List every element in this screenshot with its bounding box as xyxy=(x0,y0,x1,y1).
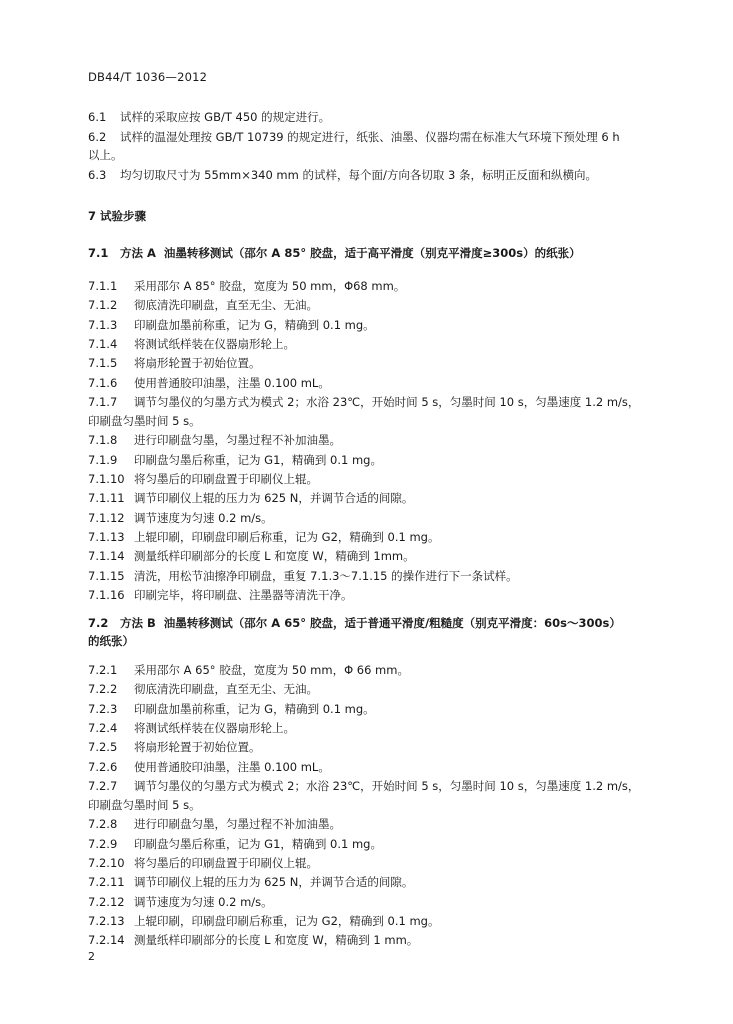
subsection-7-1-heading: 7.1 方法 A 油墨转移测试（邵尔 A 85° 胶盘，适于高平滑度（别克平滑度≥300s）的纸张） xyxy=(88,246,581,260)
clause-7-1-9 xyxy=(88,453,382,467)
clause-7-2-2 xyxy=(88,682,318,696)
clause-text: 进行印刷盘匀墨，匀墨过程不补加油墨。 xyxy=(134,817,341,832)
subsection-7-2-heading-continuation: 的纸张） xyxy=(88,634,134,648)
clause-number: 7.1.6 xyxy=(88,375,118,390)
clause-number: 7.2.3 xyxy=(88,701,118,716)
subsection-7-2-heading: 7.2 方法 B 油墨转移测试（邵尔 A 65° 胶盘，适于普通平滑度/粗糙度（别克平滑度：60s～300s） xyxy=(88,616,621,630)
clause-text: 测量纸样印刷部分的长度 L 和宽度 W，精确到 1 mm。 xyxy=(134,933,419,948)
clause-number: 7.2.4 xyxy=(88,720,118,735)
clause-text: 调节匀墨仪的匀墨方式为模式 2；水浴 23℃，开始时间 5 s，匀墨时间 10 s，匀墨速度 1.2 m/s， xyxy=(134,394,640,409)
clause-number: 7.1.3 xyxy=(88,317,118,332)
clause-number: 7.1.16 xyxy=(88,587,125,602)
clause-text: 采用邵尔 A 85° 胶盘，宽度为 50 mm，Φ68 mm。 xyxy=(134,279,406,293)
clause-text: 将扇形轮置于初始位置。 xyxy=(134,740,261,755)
clause-6-3: 6.3 均匀切取尺寸为 55mm×340 mm 的试样，每个面/方向各切取 3 条，标明正反面和纵横向。 xyxy=(88,168,597,182)
clause-number: 7.2.9 xyxy=(88,836,118,851)
clause-text: 上辊印刷，印刷盘印刷后称重，记为 G2，精确到 0.1 mg。 xyxy=(134,913,440,928)
clause-7-1-7-continuation: 印刷盘匀墨时间 5 s。 xyxy=(88,414,201,429)
clause-7-2-7-continuation: 印刷盘匀墨时间 5 s。 xyxy=(88,798,201,813)
document-header-id: DB44/T 1036—2012 xyxy=(88,70,208,84)
clause-7-1-5 xyxy=(88,356,261,370)
clause-text: 将测试纸样装在仪器扇形轮上。 xyxy=(134,720,295,735)
clause-number: 7.1.5 xyxy=(88,356,118,371)
clause-7-2-9 xyxy=(88,837,382,851)
clause-text: 上辊印刷，印刷盘印刷后称重，记为 G2，精确到 0.1 mg。 xyxy=(134,529,440,544)
clause-number: 7.2.10 xyxy=(88,856,125,870)
clause-number: 7.1.7 xyxy=(88,394,118,409)
clause-7-2-5 xyxy=(88,740,261,754)
clause-7-1-3 xyxy=(88,318,375,332)
clause-7-2-7 xyxy=(88,779,639,793)
clause-number: 7.2.6 xyxy=(88,759,118,774)
clause-6-2: 6.2 试样的温湿处理按 GB/T 10739 的规定进行，纸张、油墨、仪器均需在标准大气环境下预处理 6 h xyxy=(88,130,620,144)
page-number: 2 xyxy=(88,950,95,963)
clause-number: 7.2.7 xyxy=(88,778,118,793)
clause-text: 调节速度为匀速 0.2 m/s。 xyxy=(134,510,273,525)
clause-number: 7.1.8 xyxy=(88,433,118,448)
clause-7-2-10 xyxy=(88,856,318,870)
clause-7-1-12 xyxy=(88,511,273,525)
clause-number: 7.1.11 xyxy=(88,491,125,506)
clause-text: 调节印刷仪上辊的压力为 625 N，并调节合适的间隙。 xyxy=(134,491,414,506)
clause-text: 印刷盘匀墨后称重，记为 G1，精确到 0.1 mg。 xyxy=(134,452,382,467)
clause-7-2-4 xyxy=(88,721,295,735)
clause-text: 进行印刷盘匀墨，匀墨过程不补加油墨。 xyxy=(134,433,341,448)
clause-text: 印刷完毕，将印刷盘、注墨器等清洗干净。 xyxy=(134,587,353,602)
clause-text: 采用邵尔 A 65° 胶盘，宽度为 50 mm，Φ 66 mm。 xyxy=(134,663,409,677)
clause-text: 彻底清洗印刷盘，直至无尘、无油。 xyxy=(134,682,318,697)
clause-text: 清洗，用松节油擦净印刷盘，重复 7.1.3～7.1.15 的操作进行下一条试样。 xyxy=(134,568,518,583)
clause-7-2-6 xyxy=(88,760,330,774)
clause-text: 调节印刷仪上辊的压力为 625 N，并调节合适的间隙。 xyxy=(134,875,414,890)
clause-text: 测量纸样印刷部分的长度 L 和宽度 W，精确到 1mm。 xyxy=(134,549,415,564)
clause-text: 将测试纸样装在仪器扇形轮上。 xyxy=(134,336,295,351)
clause-7-1-10 xyxy=(88,472,318,486)
clause-text: 将匀墨后的印刷盘置于印刷仪上辊。 xyxy=(134,472,318,486)
clause-7-1-15 xyxy=(88,569,518,583)
clause-6-1: 6.1 试样的采取应按 GB/T 450 的规定进行。 xyxy=(88,110,331,124)
clause-text: 印刷盘加墨前称重，记为 G，精确到 0.1 mg。 xyxy=(134,317,375,332)
clause-text: 调节速度为匀速 0.2 m/s。 xyxy=(134,894,273,909)
clause-number: 7.2.12 xyxy=(88,894,125,909)
clause-number: 7.1.14 xyxy=(88,549,125,564)
clause-text: 印刷盘加墨前称重，记为 G，精确到 0.1 mg。 xyxy=(134,701,375,716)
clause-6-2-continuation: 以上。 xyxy=(88,148,123,162)
clause-text: 将扇形轮置于初始位置。 xyxy=(134,356,261,371)
clause-number: 7.2.13 xyxy=(88,913,125,928)
clause-number: 7.2.1 xyxy=(88,663,118,677)
clause-number: 7.1.10 xyxy=(88,472,125,486)
clause-7-1-11 xyxy=(88,491,413,505)
clause-number: 7.2.2 xyxy=(88,682,118,697)
clause-number: 7.1.15 xyxy=(88,568,125,583)
clause-number: 7.2.5 xyxy=(88,740,118,755)
clause-number: 7.1.12 xyxy=(88,510,125,525)
clause-7-1-2 xyxy=(88,298,318,312)
clause-number: 7.1.13 xyxy=(88,529,125,544)
clause-7-1-6 xyxy=(88,376,330,390)
clause-7-2-8 xyxy=(88,817,341,831)
clause-number: 7.1.1 xyxy=(88,279,118,293)
clause-number: 7.1.9 xyxy=(88,452,118,467)
clause-number: 7.1.4 xyxy=(88,336,118,351)
clause-text: 彻底清洗印刷盘，直至无尘、无油。 xyxy=(134,298,318,313)
clause-7-1-14 xyxy=(88,549,415,563)
clause-number: 7.2.8 xyxy=(88,817,118,832)
section-7-heading: 7 试验步骤 xyxy=(88,209,147,223)
clause-text: 印刷盘匀墨后称重，记为 G1，精确到 0.1 mg。 xyxy=(134,836,382,851)
clause-7-1-8 xyxy=(88,433,341,447)
clause-7-2-13 xyxy=(88,914,439,928)
clause-number: 7.2.11 xyxy=(88,875,125,890)
clause-7-1-1 xyxy=(88,279,405,293)
clause-7-2-12 xyxy=(88,895,273,909)
clause-7-1-13 xyxy=(88,530,439,544)
clause-7-1-7 xyxy=(88,395,639,409)
clause-7-1-16 xyxy=(88,588,353,602)
clause-7-2-1 xyxy=(88,663,409,677)
clause-text: 使用普通胶印油墨，注墨 0.100 mL。 xyxy=(134,375,330,390)
clause-number: 7.1.2 xyxy=(88,298,118,313)
clause-7-2-11 xyxy=(88,875,413,889)
clause-7-2-14 xyxy=(88,933,418,947)
clause-7-2-3 xyxy=(88,702,375,716)
clause-number: 7.2.14 xyxy=(88,933,125,948)
clause-7-1-4 xyxy=(88,337,295,351)
clause-text: 将匀墨后的印刷盘置于印刷仪上辊。 xyxy=(134,856,318,870)
clause-text: 调节匀墨仪的匀墨方式为模式 2；水浴 23℃，开始时间 5 s，匀墨时间 10 s，匀墨速度 1.2 m/s， xyxy=(134,778,640,793)
clause-text: 使用普通胶印油墨，注墨 0.100 mL。 xyxy=(134,759,330,774)
